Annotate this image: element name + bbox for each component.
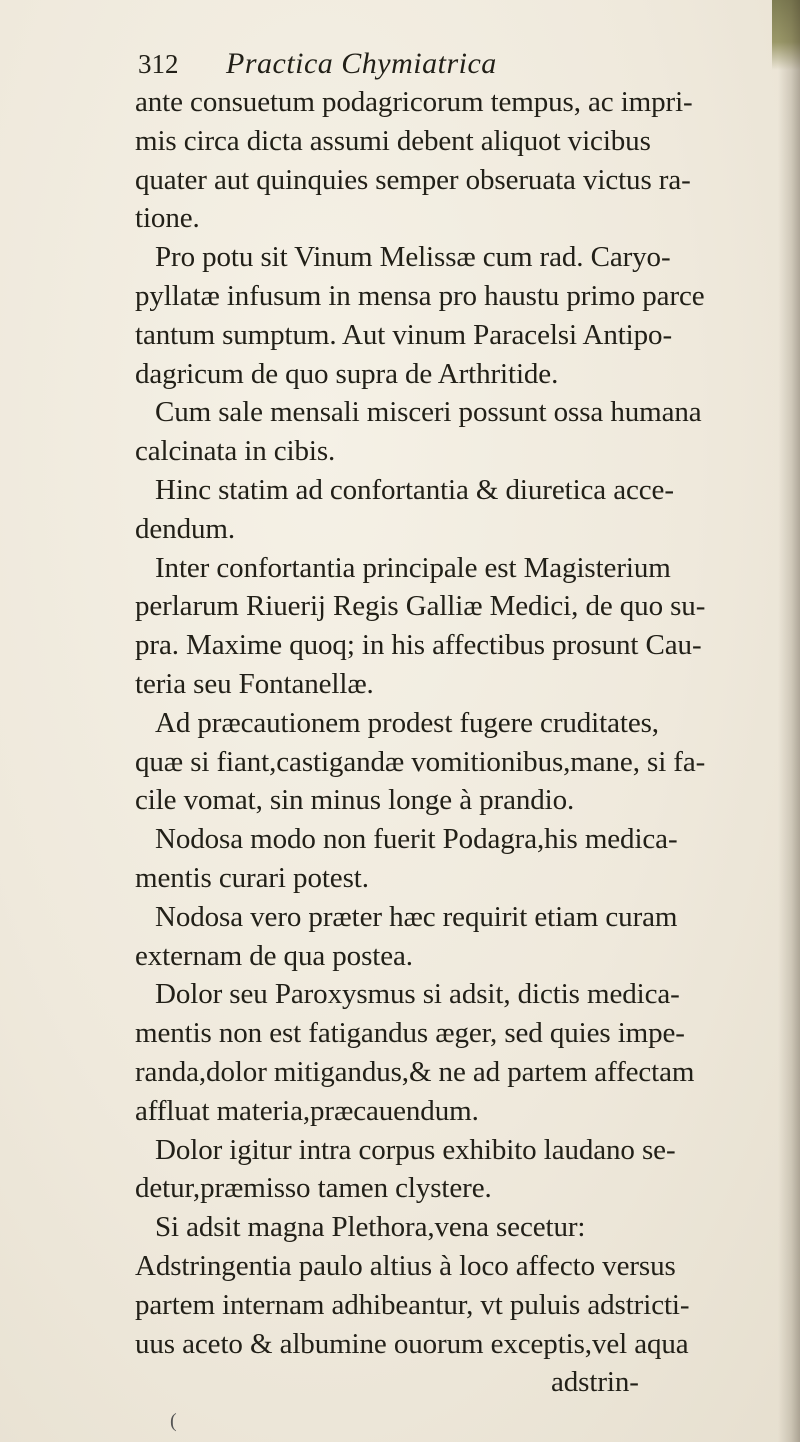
running-title: Practica Chymiatrica bbox=[226, 47, 497, 80]
text-line: uus aceto & albumine ouorum exceptis,vel aqua bbox=[135, 1327, 689, 1360]
paragraph-start-line: Dolor igitur intra corpus exhibito laudano se- bbox=[155, 1133, 676, 1166]
text-line: dendum. bbox=[135, 512, 235, 545]
paragraph-start-line: Cum sale mensali misceri possunt ossa humana bbox=[155, 396, 702, 429]
text-line: partem internam adhibeantur, vt puluis adstricti- bbox=[135, 1288, 690, 1321]
text-line: mentis curari potest. bbox=[135, 861, 369, 894]
stray-ink-mark: ( bbox=[170, 1410, 177, 1432]
text-line: pra. Maxime quoq; in his affectibus prosunt Cau- bbox=[135, 629, 702, 662]
paragraph-start-line: Nodosa vero præter hæc requirit etiam curam bbox=[155, 900, 678, 933]
text-line: teria seu Fontanellæ. bbox=[135, 667, 374, 700]
text-line: dagricum de quo supra de Arthritide. bbox=[135, 357, 559, 390]
text-line: tione. bbox=[135, 202, 200, 235]
catchword: adstrin- bbox=[551, 1366, 639, 1399]
paragraph-start-line: Ad præcautionem prodest fugere cruditates, bbox=[155, 706, 659, 739]
text-line: mis circa dicta assumi debent aliquot vicibus bbox=[135, 124, 651, 157]
paragraph-start-line: Hinc statim ad confortantia & diuretica acce- bbox=[155, 473, 674, 506]
text-line: mentis non est fatigandus æger, sed quies impe- bbox=[135, 1017, 685, 1050]
running-head bbox=[138, 42, 658, 86]
text-line: tantum sumptum. Aut vinum Paracelsi Antipo- bbox=[135, 318, 673, 351]
paragraph-start-line: Dolor seu Paroxysmus si adsit, dictis medica- bbox=[155, 978, 680, 1011]
text-line: Adstringentia paulo altius à loco affecto versus bbox=[135, 1249, 676, 1282]
text-line: affluat materia,præcauendum. bbox=[135, 1094, 479, 1127]
text-line: quater aut quinquies semper obseruata victus ra- bbox=[135, 163, 691, 196]
text-line: calcinata in cibis. bbox=[135, 435, 336, 468]
text-line: pyllatæ infusum in mensa pro haustu primo parce bbox=[135, 279, 705, 312]
text-line: quæ si fiant,castigandæ vomitionibus,mane, si fa- bbox=[135, 745, 706, 778]
text-line: ante consuetum podagricorum tempus, ac impri- bbox=[135, 86, 693, 118]
text-line: externam de qua postea. bbox=[135, 939, 413, 972]
text-line: detur,præmisso tamen clystere. bbox=[135, 1172, 492, 1205]
page-number: 312 bbox=[138, 49, 179, 79]
paragraph-start-line: Nodosa modo non fuerit Podagra,his medica- bbox=[155, 823, 678, 856]
paragraph-start-line: Pro potu sit Vinum Melissæ cum rad. Caryo- bbox=[155, 241, 671, 274]
page-edge-shadow bbox=[778, 0, 800, 1442]
text-line: randa,dolor mitigandus,& ne ad partem affectam bbox=[135, 1055, 695, 1088]
body-text bbox=[135, 83, 775, 1402]
text-line: cile vomat, sin minus longe à prandio. bbox=[135, 784, 575, 817]
paragraph-start-line: Inter confortantia principale est Magisterium bbox=[155, 551, 671, 584]
text-line: perlarum Riuerij Regis Galliæ Medici, de quo su- bbox=[135, 590, 706, 623]
paragraph-start-line: Si adsit magna Plethora,vena secetur: bbox=[155, 1211, 586, 1244]
